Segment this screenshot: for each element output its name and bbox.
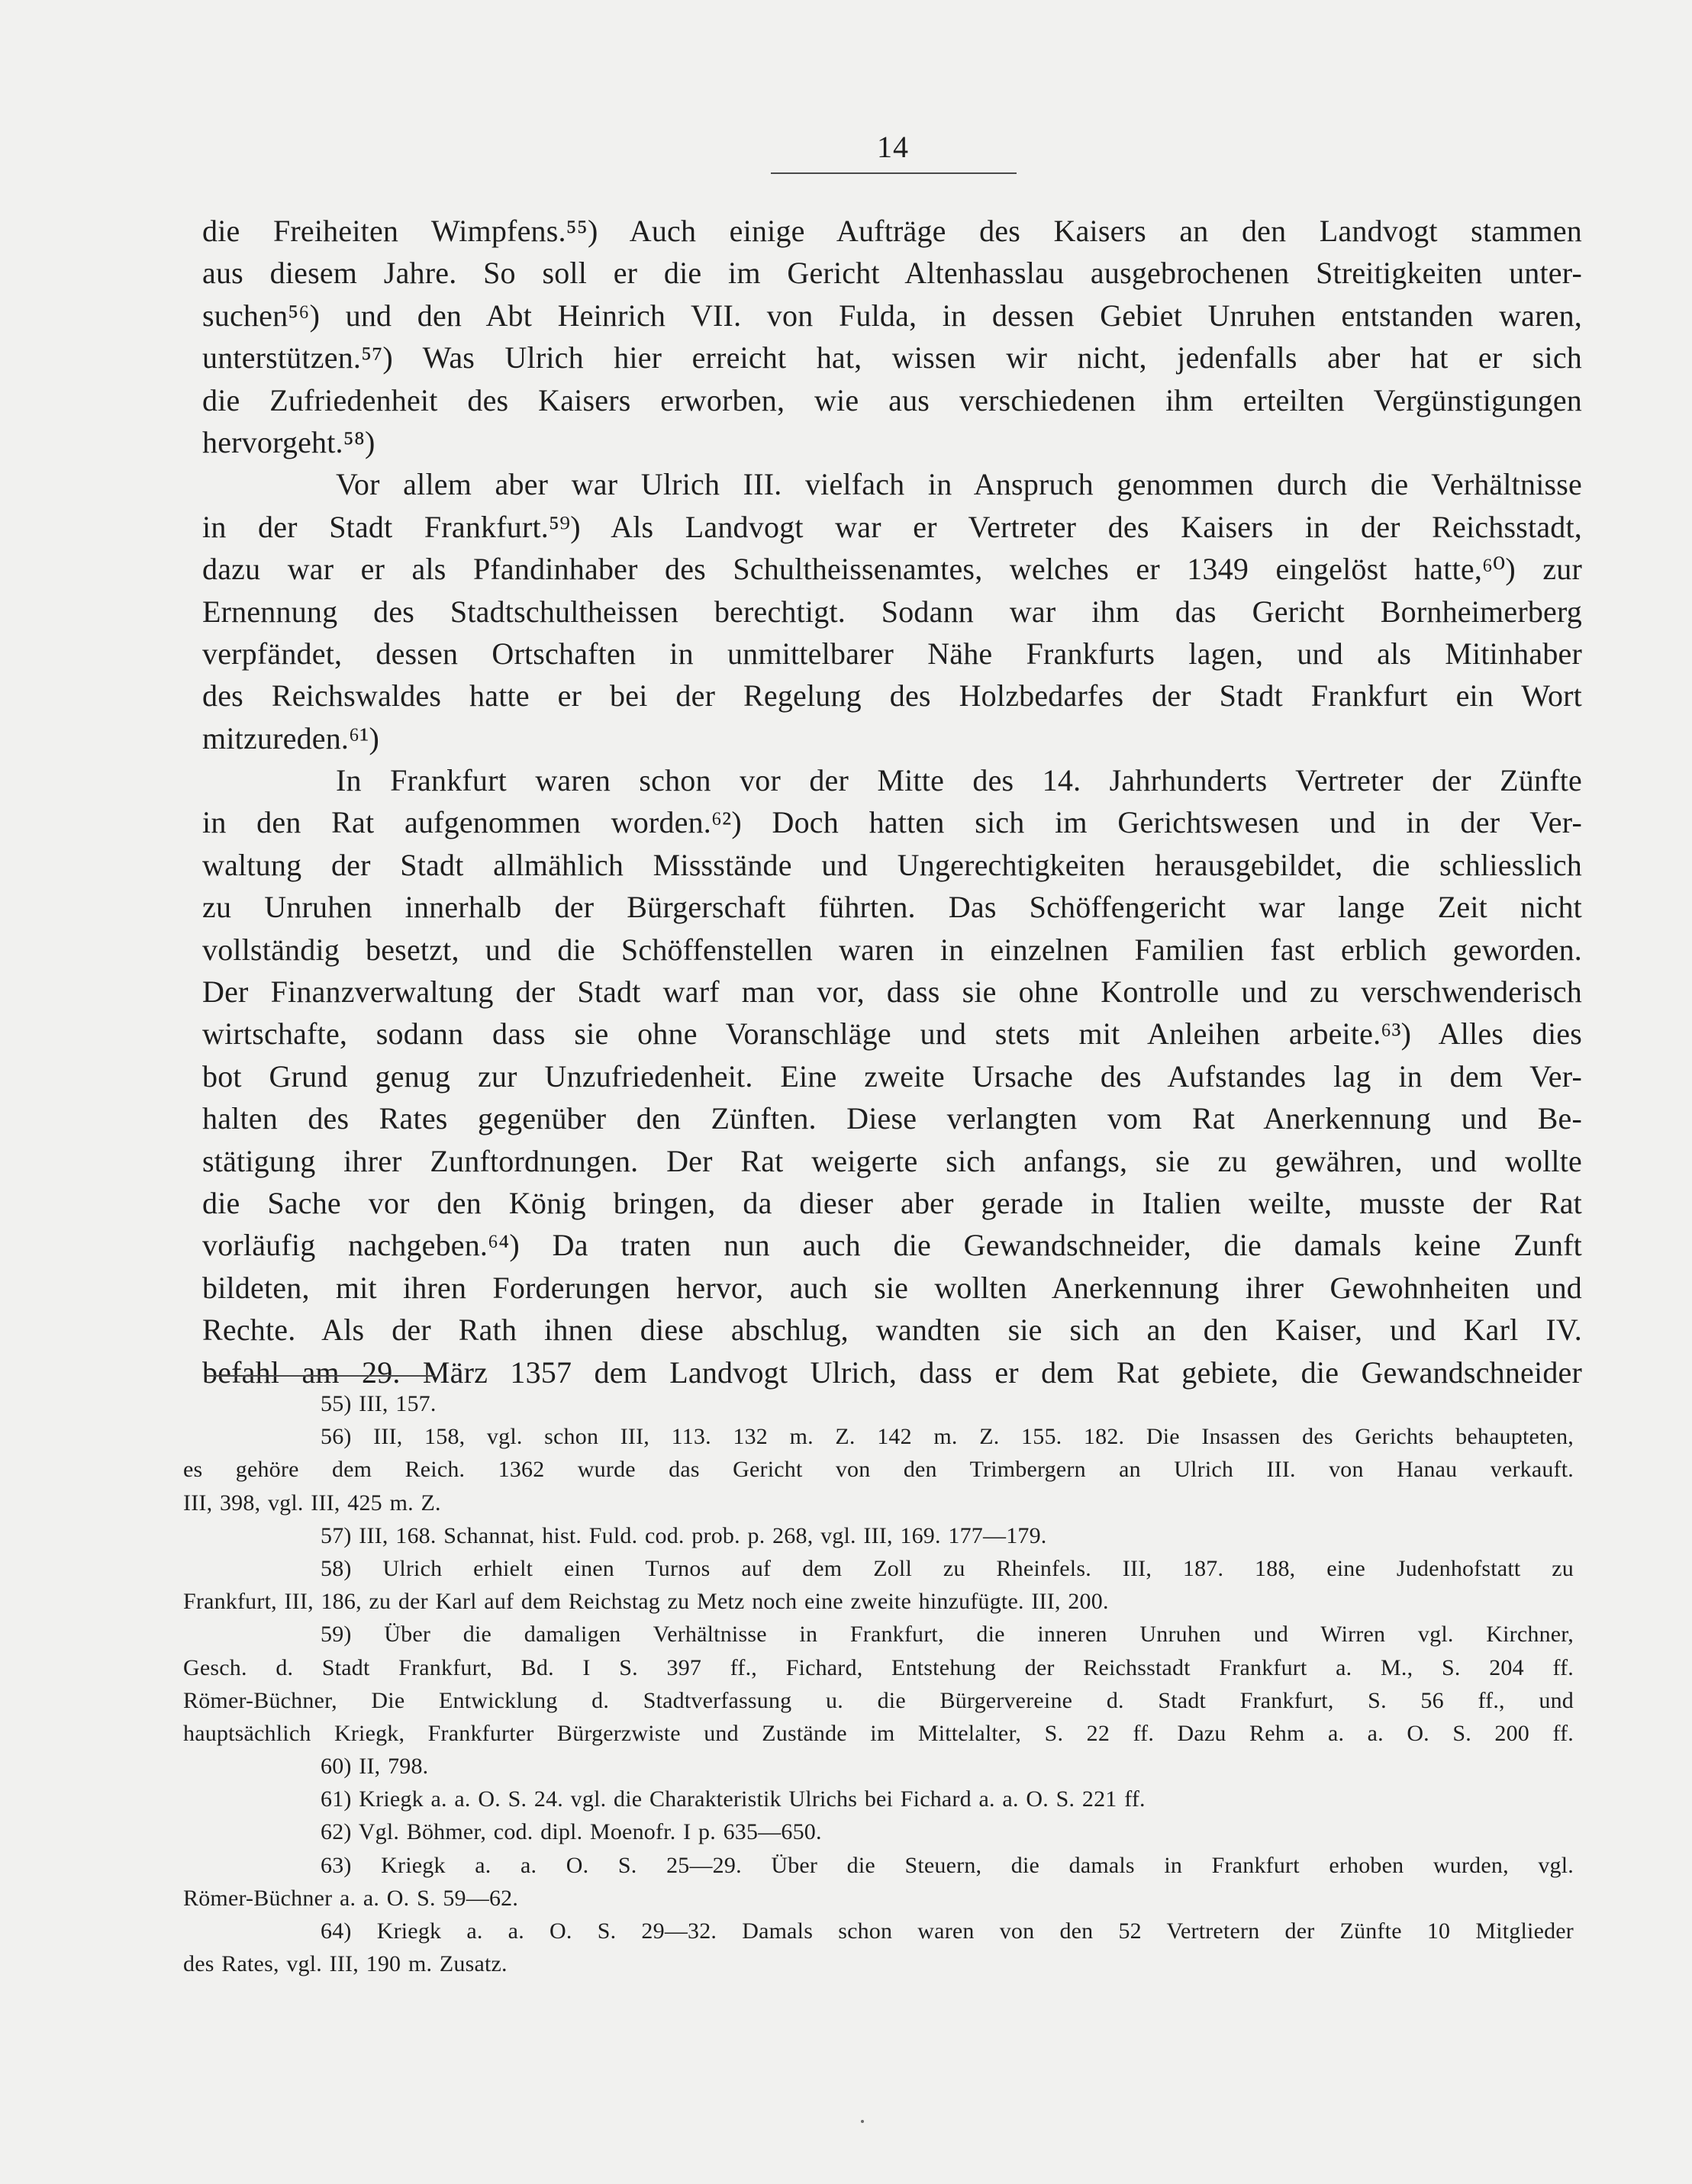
body-line: vorläufig nachgeben.⁶⁴) Da traten nun auch die Gewandschneider, die damals keine Zunft: [202, 1228, 1582, 1263]
body-line: die Freiheiten Wimpfens.⁵⁵) Auch einige Aufträge des Kaisers an den Landvogt stammen: [202, 214, 1582, 248]
body-line: wirtschafte, sodann dass sie ohne Voranschläge und stets mit Anleihen arbeite.⁶³) Alles dies: [202, 1016, 1582, 1052]
footnotes: [183, 1387, 1574, 1980]
footnote-line: es gehöre dem Reich. 1362 wurde das Gericht von den Trimbergern an Ulrich III. von Hanau verkauft.: [183, 1457, 1574, 1483]
footnote-line: 64) Kriegk a. a. O. S. 29—32. Damals schon waren von den 52 Vertretern der Zünfte 10 Mitglieder: [321, 1918, 1574, 1944]
body-line: vollständig besetzt, und die Schöffenstellen waren in einzelnen Familien fast erblich geworden.: [202, 932, 1582, 967]
footnote-line: 62) Vgl. Böhmer, cod. dipl. Moenofr. I p. 635—650.: [321, 1819, 822, 1845]
footnote-line: Römer-Büchner, Die Entwicklung d. Stadtverfassung u. die Bürgervereine d. Stadt Frankfurt, S. 56 ff., und: [183, 1687, 1574, 1713]
footnote-line: Römer-Büchner a. a. O. S. 59—62.: [183, 1885, 519, 1911]
body-line: Rechte. Als der Rath ihnen diese abschlug, wandten sie sich an den Kaiser, und Karl IV.: [202, 1313, 1582, 1348]
body-line: Der Finanzverwaltung der Stadt warf man vor, dass sie ohne Kontrolle und zu verschwenderisch: [202, 974, 1582, 1010]
footnote-line: 57) III, 168. Schannat, hist. Fuld. cod. prob. p. 268, vgl. III, 169. 177—179.: [321, 1522, 1047, 1548]
body-text: [202, 210, 1582, 1393]
body-line: hervorgeht.⁵⁸): [202, 424, 375, 459]
footnote-line: III, 398, vgl. III, 425 m. Z.: [183, 1490, 441, 1516]
footnote-line: Frankfurt, III, 186, zu der Karl auf dem Reichstag zu Metz noch eine zweite hinzufügte. III, 200.: [183, 1589, 1109, 1615]
body-line: suchen⁵⁶) und den Abt Heinrich VII. von Fulda, in dessen Gebiet Unruhen entstanden waren,: [202, 298, 1582, 333]
body-line: die Zufriedenheit des Kaisers erworben, wie aus verschiedenen ihm erteilten Vergünstigungen: [202, 382, 1582, 417]
page-number: 14: [877, 130, 909, 164]
body-line: des Reichswaldes hatte er bei der Regelung des Holzbedarfes der Stadt Frankfurt ein Wort: [202, 678, 1582, 714]
body-line: zu Unruhen innerhalb der Bürgerschaft führten. Das Schöffengericht war lange Zeit nicht: [202, 890, 1582, 925]
body-line: in der Stadt Frankfurt.⁵⁹) Als Landvogt war er Vertreter des Kaisers in der Reichsstadt,: [202, 509, 1582, 544]
footnote-line: 58) Ulrich erhielt einen Turnos auf dem Zoll zu Rheinfels. III, 187. 188, eine Judenhofstatt zu: [321, 1555, 1574, 1581]
footnote-line: 55) III, 157.: [321, 1391, 437, 1416]
body-line: verpfändet, dessen Ortschaften in unmittelbarer Nähe Frankfurts lagen, und als Mitinhaber: [202, 636, 1582, 671]
footnote-line: 59) Über die damaligen Verhältnisse in Frankfurt, die inneren Unruhen und Wirren vgl. Kirchner,: [321, 1622, 1574, 1648]
body-line: Vor allem aber war Ulrich III. vielfach in Anspruch genommen durch die Verhältnisse: [336, 467, 1582, 502]
footnote-line: 56) III, 158, vgl. schon III, 113. 132 m. Z. 142 m. Z. 155. 182. Die Insassen des Gerichts behaupteten,: [321, 1424, 1574, 1450]
body-line: bot Grund genug zur Unzufriedenheit. Eine zweite Ursache des Aufstandes lag in dem Ver-: [202, 1058, 1582, 1094]
page-number-rule: [771, 172, 1017, 174]
body-line: waltung der Stadt allmählich Missstände und Ungerechtigkeiten herausgebildet, die schliesslich: [202, 847, 1582, 882]
body-line: die Sache vor den König bringen, da dieser aber gerade in Italien weilte, musste der Rat: [202, 1185, 1582, 1220]
body-line: befahl am 29. März 1357 dem Landvogt Ulrich, dass er dem Rat gebiete, die Gewandschneider: [202, 1355, 1582, 1390]
footnote-line: 60) II, 798.: [321, 1754, 429, 1780]
footnote-line: hauptsächlich Kriegk, Frankfurter Bürgerzwiste und Zustände im Mittelalter, S. 22 ff. Dazu Rehm a. a. O. S. 200 ff.: [183, 1720, 1574, 1746]
footnote-line: des Rates, vgl. III, 190 m. Zusatz.: [183, 1951, 508, 1977]
body-line: aus diesem Jahre. So soll er die im Gericht Altenhasslau ausgebrochenen Streitigkeiten unter-: [202, 256, 1582, 291]
footnote-line: Gesch. d. Stadt Frankfurt, Bd. I S. 397 ff., Fichard, Entstehung der Reichsstadt Frankfurt a. M., S. 204 ff.: [183, 1654, 1574, 1680]
paper-speck: [861, 2120, 864, 2123]
body-line: halten des Rates gegenüber den Zünften. Diese verlangten vom Rat Anerkennung und Be-: [202, 1101, 1582, 1136]
body-line: dazu war er als Pfandinhaber des Schultheissenamtes, welches er 1349 eingelöst hatte,⁶⁰) zur: [202, 552, 1582, 587]
body-line: In Frankfurt waren schon vor der Mitte des 14. Jahrhunderts Vertreter der Zünfte: [336, 763, 1582, 798]
body-line: mitzureden.⁶¹): [202, 720, 379, 755]
body-line: Ernennung des Stadtschultheissen berechtigt. Sodann war ihm das Gericht Bornheimerberg: [202, 594, 1582, 629]
footnote-line: 63) Kriegk a. a. O. S. 25—29. Über die Steuern, die damals in Frankfurt erhoben wurden, vgl.: [321, 1852, 1574, 1878]
footnote-line: 61) Kriegk a. a. O. S. 24. vgl. die Charakteristik Ulrichs bei Fichard a. a. O. S. 221 ff.: [321, 1786, 1146, 1812]
body-line: in den Rat aufgenommen worden.⁶²) Doch hatten sich im Gerichtswesen und in der Ver-: [202, 805, 1582, 840]
footnote-rule: [206, 1375, 435, 1377]
body-line: stätigung ihrer Zunftordnungen. Der Rat weigerte sich anfangs, sie zu gewähren, und wollte: [202, 1143, 1582, 1178]
body-line: bildeten, mit ihren Forderungen hervor, auch sie wollten Anerkennung ihrer Gewohnheiten und: [202, 1270, 1582, 1305]
body-line: unterstützen.⁵⁷) Was Ulrich hier erreicht hat, wissen wir nicht, jedenfalls aber hat er sich: [202, 340, 1582, 375]
